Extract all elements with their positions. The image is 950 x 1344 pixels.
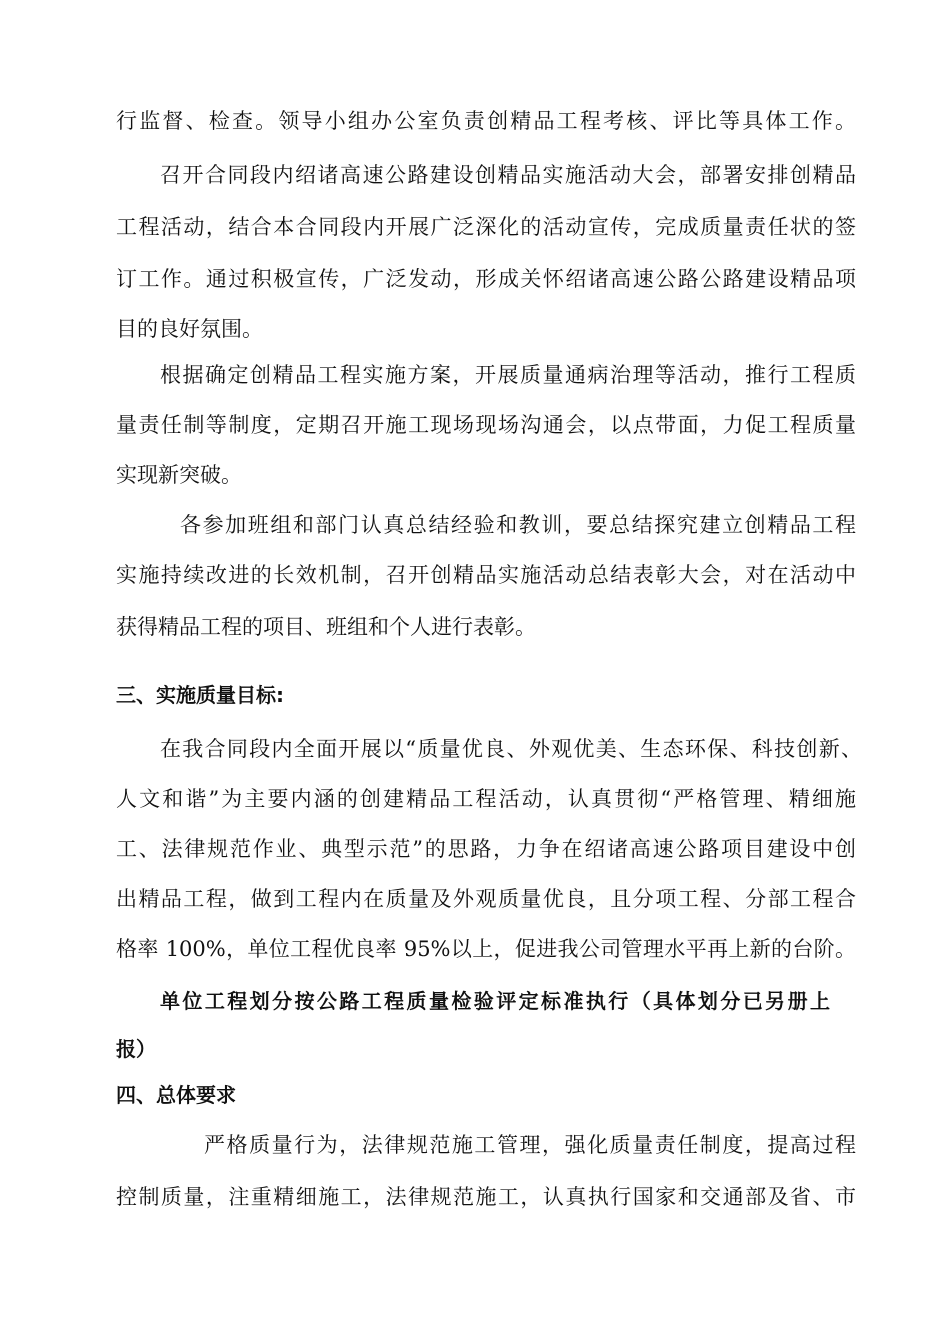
paragraph-line: 人文和谐”为主要内涵的创建精品工程活动，认真贯彻“严格管理、精细施 (116, 787, 856, 811)
paragraph-line: 量责任制等制度，定期召开施工现场现场沟通会，以点带面，力促工程质量 (116, 413, 856, 437)
paragraph-line: 获得精品工程的项目、班组和个人进行表彰。 (116, 615, 536, 639)
paragraph-line: 实施持续改进的长效机制，召开创精品实施活动总结表彰大会，对在活动中 (116, 563, 856, 587)
paragraph-line: 行监督、检查。领导小组办公室负责创精品工程考核、评比等具体工作。 (116, 109, 856, 133)
paragraph-line: 格率 100%，单位工程优良率 95%以上，促进我公司管理水平再上新的台阶。 (116, 937, 856, 961)
paragraph-line: 根据确定创精品工程实施方案，开展质量通病治理等活动，推行工程质 (160, 363, 856, 387)
paragraph-line: 各参加班组和部门认真总结经验和教训，要总结探究建立创精品工程 (180, 513, 856, 537)
paragraph-line: 订工作。通过积极宣传，广泛发动，形成关怀绍诸高速公路公路建设精品项 (116, 267, 856, 291)
bold-paragraph-line: 单位工程划分按公路工程质量检验评定标准执行（具体划分已另册上 (160, 989, 830, 1013)
paragraph-line: 实现新突破。 (116, 463, 242, 487)
paragraph-line: 工、法律规范作业、典型示范”的思路，力争在绍诸高速公路项目建设中创 (116, 837, 856, 861)
paragraph-line: 在我合同段内全面开展以“质量优良、外观优美、生态环保、科技创新、 (160, 737, 862, 761)
bold-paragraph-line: 报） (116, 1037, 156, 1061)
paragraph-line: 控制质量，注重精细施工，法律规范施工，认真执行国家和交通部及省、市 (116, 1185, 856, 1209)
paragraph-line: 出精品工程，做到工程内在质量及外观质量优良，且分项工程、分部工程合 (116, 887, 856, 911)
paragraph-line: 目的良好氛围。 (116, 317, 263, 341)
section-heading: 四、总体要求 (116, 1083, 236, 1107)
section-heading: 三、实施质量目标: (116, 683, 284, 707)
paragraph-line: 工程活动，结合本合同段内开展广泛深化的活动宣传，完成质量责任状的签 (116, 215, 856, 239)
paragraph-line: 严格质量行为，法律规范施工管理，强化质量责任制度，提高过程 (204, 1133, 856, 1157)
paragraph-line: 召开合同段内绍诸高速公路建设创精品实施活动大会，部署安排创精品 (160, 163, 856, 187)
